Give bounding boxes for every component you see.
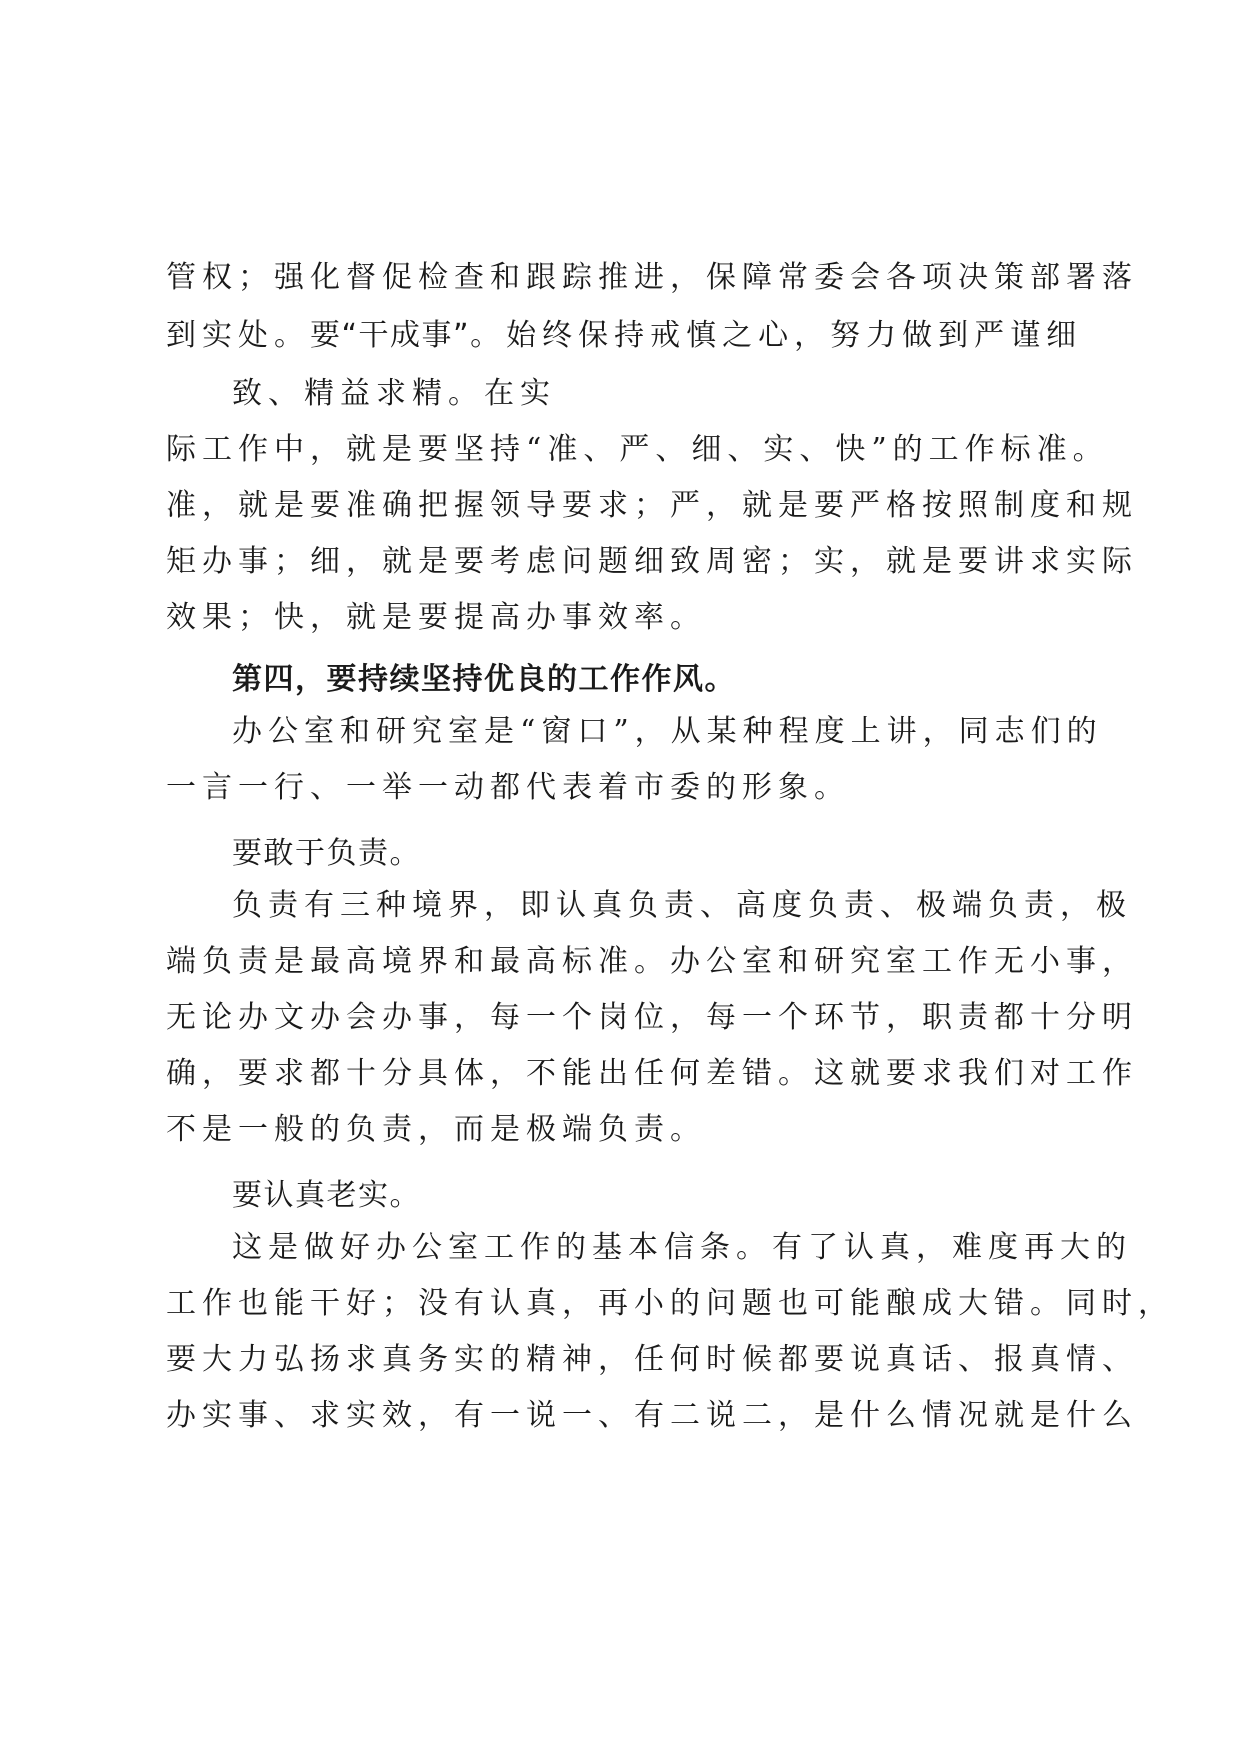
- body-line: 要大力弘扬求真务实的精神，任何时候都要说真话、报真情、: [166, 1342, 1138, 1377]
- section-heading: 第四，要持续坚持优良的工作作风。: [232, 662, 736, 697]
- body-line: 致、精益求精。在实: [232, 376, 556, 411]
- body-line: 效果；快，就是要提高办事效率。: [166, 600, 706, 635]
- body-line: 办实事、求实效，有一说一、有二说二，是什么情况就是什么: [166, 1398, 1138, 1433]
- body-line: 际工作中，就是要坚持“准、严、细、实、快”的工作标准。: [166, 432, 1109, 467]
- subheading: 要认真老实。: [232, 1178, 421, 1213]
- body-line: 准，就是要准确把握领导要求；严，就是要严格按照制度和规: [166, 488, 1138, 523]
- body-line: 无论办文办会办事，每一个岗位，每一个环节，职责都十分明: [166, 1000, 1138, 1035]
- body-line: 这是做好办公室工作的基本信条。有了认真，难度再大的: [232, 1230, 1132, 1265]
- body-line: 办公室和研究室是“窗口”，从某种程度上讲，同志们的: [232, 714, 1103, 749]
- body-line: [166, 316, 1086, 356]
- body-line: 确，要求都十分具体，不能出任何差错。这就要求我们对工作: [166, 1056, 1138, 1091]
- body-text: 到实处。: [166, 318, 310, 353]
- body-line: 矩办事；细，就是要考虑问题细致周密；实，就是要讲求实际: [166, 544, 1138, 579]
- body-line: 工作也能干好；没有认真，再小的问题也可能酿成大错。同时，: [166, 1286, 1174, 1321]
- body-line: 端负责是最高境界和最高标准。办公室和研究室工作无小事，: [166, 944, 1138, 979]
- inline-heading: 要“干成事”: [310, 318, 471, 353]
- body-line: 不是一般的负责，而是极端负责。: [166, 1112, 706, 1147]
- body-line: 管权；强化督促检查和跟踪推进，保障常委会各项决策部署落: [166, 260, 1138, 295]
- body-text: 。始终保持戒慎之心，努力做到严谨细: [470, 318, 1083, 353]
- body-line: 负责有三种境界，即认真负责、高度负责、极端负责，极: [232, 888, 1132, 923]
- subheading: 要敢于负责。: [232, 836, 421, 871]
- body-line: 一言一行、一举一动都代表着市委的形象。: [166, 770, 850, 805]
